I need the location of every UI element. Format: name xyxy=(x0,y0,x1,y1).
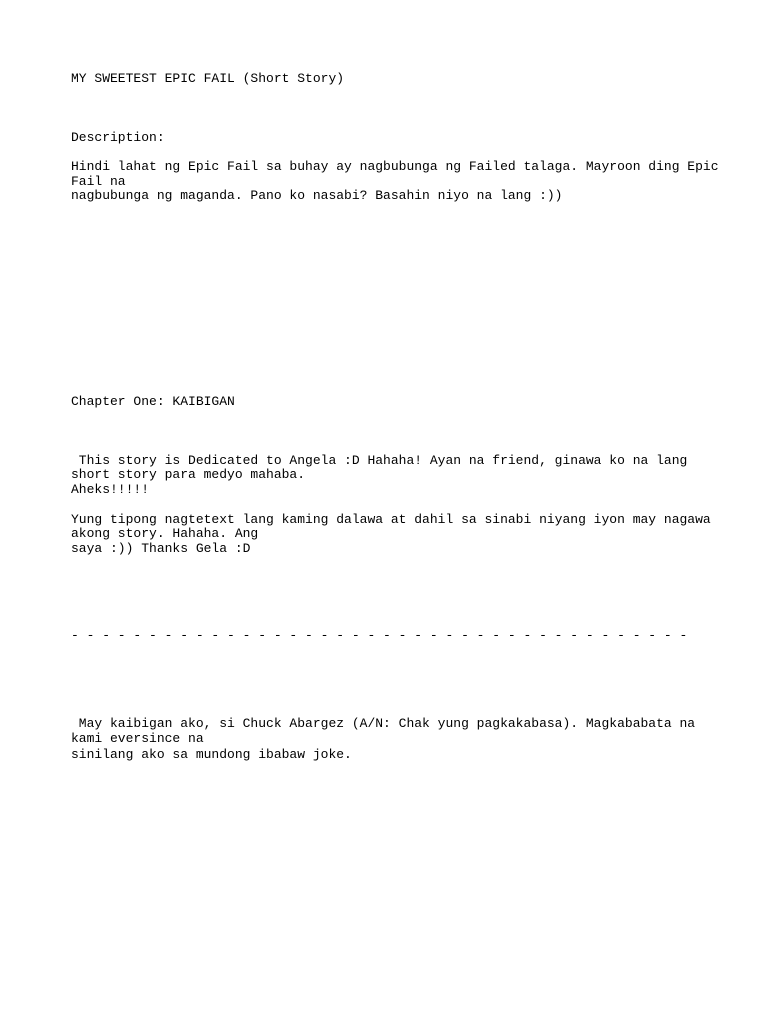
story-title: MY SWEETEST EPIC FAIL (Short Story) xyxy=(71,71,345,86)
description-line: Hindi lahat ng Epic Fail sa buhay ay nagbubunga ng Failed talaga. Mayroon ding Epic xyxy=(71,159,719,174)
description-line: Fail na xyxy=(71,174,126,189)
description-heading: Description: xyxy=(71,130,165,145)
story-line: sinilang ako sa mundong ibabaw joke. xyxy=(71,747,352,762)
section-separator: - - - - - - - - - - - - - - - - - - - - - - - - - - - - - - - - - - - - - - - - xyxy=(71,628,688,643)
dedication-line: This story is Dedicated to Angela :D Hahaha! Ayan na friend, ginawa ko na lang xyxy=(71,453,688,468)
story-line: kami eversince na xyxy=(71,731,204,746)
note-line: Yung tipong nagtetext lang kaming dalawa at dahil sa sinabi niyang iyon may nagawa xyxy=(71,512,711,527)
note-line: akong story. Hahaha. Ang xyxy=(71,526,259,541)
chapter-heading: Chapter One: KAIBIGAN xyxy=(71,394,235,409)
dedication-line: Aheks!!!!! xyxy=(71,482,150,497)
dedication-line: short story para medyo mahaba. xyxy=(71,467,306,482)
note-line: saya :)) Thanks Gela :D xyxy=(71,541,251,556)
story-line: May kaibigan ako, si Chuck Abargez (A/N: Chak yung pagkakabasa). Magkababata na xyxy=(71,716,696,731)
description-line: nagbubunga ng maganda. Pano ko nasabi? Basahin niyo na lang :)) xyxy=(71,188,563,203)
